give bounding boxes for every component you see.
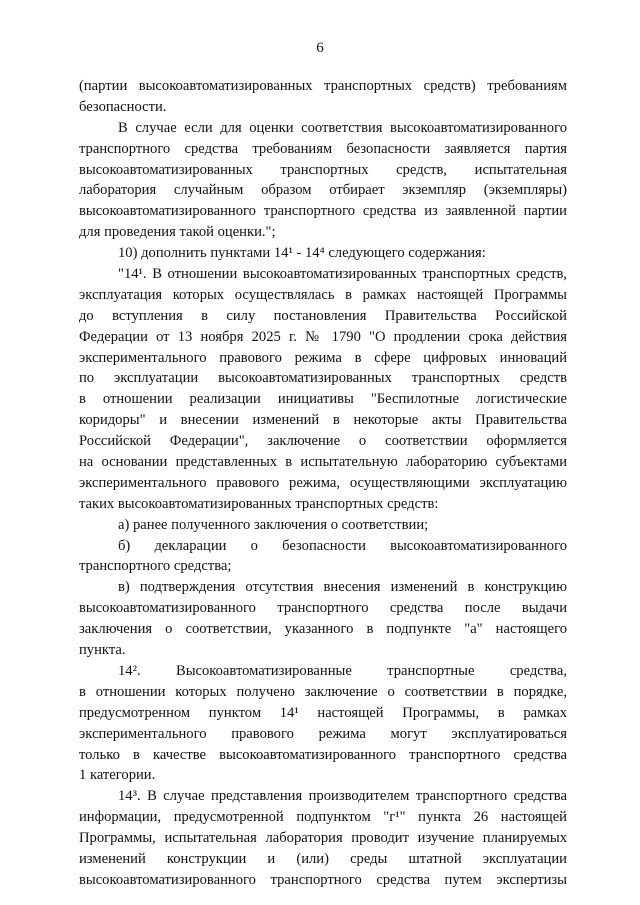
text-line: 10) дополнить пунктами 14¹ - 14⁴ следующего содержания: — [118, 245, 486, 262]
text-line: только в качестве высокоавтоматизированного транспортного средства — [79, 746, 567, 763]
text-line: эксплуатация которых осуществлялась в рамках настоящей Программы — [79, 286, 567, 303]
text-line: экспериментального правового режима в сфере цифровых инноваций — [79, 349, 567, 366]
text-line: 14². Высокоавтоматизированные транспортные средства, — [118, 662, 567, 679]
text-line: высокоавтоматизированных транспортных средств, испытательная — [79, 161, 567, 178]
text-line: б) декларации о безопасности высокоавтоматизированного — [118, 537, 567, 554]
text-line: коридоры" и внесении изменений в некоторые акты Правительства — [79, 412, 567, 429]
text-line: для проведения такой оценки."; — [79, 224, 276, 241]
text-line: (партии высокоавтоматизированных транспортных средств) требованиям — [79, 78, 567, 94]
text-line: в отношении реализации инициативы "Беспилотные логистические — [79, 391, 567, 408]
text-line: 14³. В случае представления производителем транспортного средства — [118, 788, 567, 805]
text-line: высокоавтоматизированного транспортного средства из заявленной партии — [79, 203, 567, 220]
text-line: таких высокоавтоматизированных транспортных средств: — [79, 495, 439, 512]
text-line: высокоавтоматизированного транспортного средства путем экспертизы — [79, 871, 567, 888]
text-line: в отношении которых получено заключение о соответствии в порядке, — [79, 683, 567, 700]
text-line: транспортного средства требованиям безопасности заявляется партия — [79, 140, 567, 157]
text-line: в) подтверждения отсутствия внесения изменений в конструкцию — [118, 579, 567, 596]
text-line: экспериментального правового режима, осуществляющими эксплуатацию — [79, 474, 567, 491]
page-number: 6 — [316, 40, 324, 56]
text-line: Российской Федерации", заключение о соответствии оформляется — [79, 433, 567, 450]
text-line: 1 категории. — [79, 767, 156, 784]
text-line: экспериментального правового режима могут эксплуатироваться — [79, 725, 567, 742]
document-body — [79, 76, 567, 891]
text-line: а) ранее полученного заключения о соответствии; — [118, 516, 429, 533]
text-line: до вступления в силу постановления Правительства Российской — [79, 307, 567, 324]
text-line: "14¹. В отношении высокоавтоматизированных транспортных средств, — [118, 266, 567, 283]
text-line: В случае если для оценки соответствия высокоавтоматизированного — [118, 119, 567, 136]
text-line: Федерации от 13 ноября 2025 г. № 1790 "О продлении срока действия — [79, 328, 567, 345]
text-line: безопасности. — [79, 98, 167, 115]
text-line: пункта. — [79, 642, 126, 659]
text-line: по эксплуатации высокоавтоматизированных транспортных средств — [79, 370, 567, 387]
text-line: высокоавтоматизированного транспортного средства после выдачи — [79, 600, 567, 617]
text-line: предусмотренном пунктом 14¹ настоящей Программы, в рамках — [79, 704, 567, 721]
text-line: транспортного средства; — [79, 558, 232, 575]
text-line: заключения о соответствии, указанного в подпункте "а" настоящего — [79, 621, 567, 638]
text-line: лаборатория случайным образом отбирает экземпляр (экземпляры) — [79, 182, 567, 199]
text-line: на основании представленных в испытательную лабораторию субъектами — [79, 454, 567, 471]
text-line: изменений конструкции и (или) среды штатной эксплуатации — [79, 850, 567, 867]
text-line: Программы, испытательная лаборатория проводит изучение планируемых — [79, 830, 567, 847]
text-line: информации, предусмотренной подпунктом "г¹" пункта 26 настоящей — [79, 809, 567, 826]
